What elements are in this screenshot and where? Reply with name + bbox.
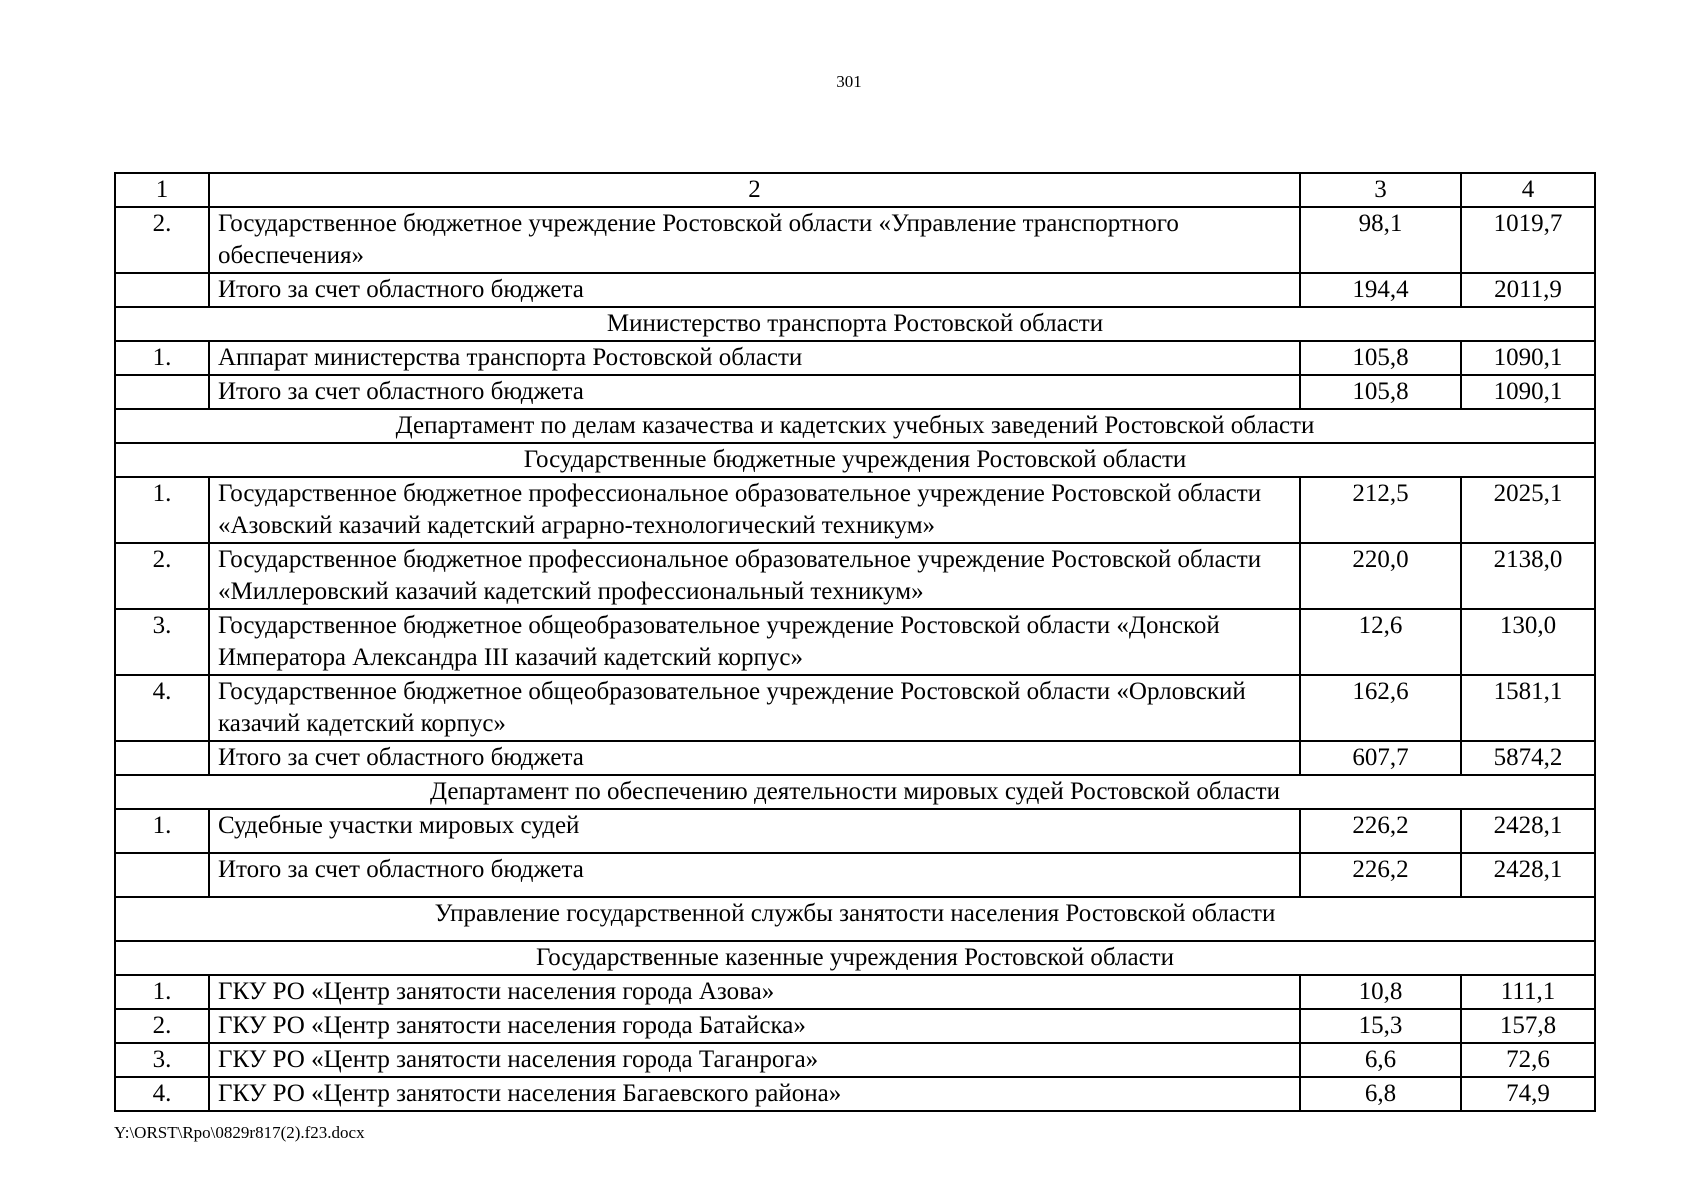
section-header: Департамент по обеспечению деятельности мировых судей Ростовской области [115, 775, 1595, 809]
row-name: Аппарат министерства транспорта Ростовской области [209, 341, 1300, 375]
column-header-1: 1 [115, 173, 209, 207]
row-name: Итого за счет областного бюджета [209, 375, 1300, 409]
row-value-col3: 162,6 [1300, 675, 1461, 741]
table-row [115, 675, 1595, 741]
row-name: Итого за счет областного бюджета [209, 273, 1300, 307]
section-header-row [115, 897, 1595, 941]
row-value-col3: 226,2 [1300, 809, 1461, 853]
table-row [115, 975, 1595, 1009]
row-name: ГКУ РО «Центр занятости населения города Таганрога» [209, 1043, 1300, 1077]
column-header-4: 4 [1461, 173, 1595, 207]
table-row [115, 1077, 1595, 1111]
row-value-col3: 10,8 [1300, 975, 1461, 1009]
table-row [115, 809, 1595, 853]
row-value-col4: 2138,0 [1461, 543, 1595, 609]
row-value-col4: 1090,1 [1461, 341, 1595, 375]
table-row [115, 477, 1595, 543]
row-value-col3: 212,5 [1300, 477, 1461, 543]
section-header: Министерство транспорта Ростовской области [115, 307, 1595, 341]
row-value-col4: 157,8 [1461, 1009, 1595, 1043]
data-table [114, 172, 1596, 1112]
row-value-col3: 220,0 [1300, 543, 1461, 609]
row-number: 2. [115, 1009, 209, 1043]
table-row [115, 1043, 1595, 1077]
row-value-col4: 1019,7 [1461, 207, 1595, 273]
row-value-col4: 2011,9 [1461, 273, 1595, 307]
table-row [115, 741, 1595, 775]
row-number: 2. [115, 543, 209, 609]
row-name: ГКУ РО «Центр занятости населения Багаевского района» [209, 1077, 1300, 1111]
table-row [115, 609, 1595, 675]
row-number [115, 273, 209, 307]
column-header-2: 2 [209, 173, 1300, 207]
row-value-col3: 226,2 [1300, 853, 1461, 897]
column-header-3: 3 [1300, 173, 1461, 207]
table-row [115, 341, 1595, 375]
row-number: 3. [115, 609, 209, 675]
row-name: Государственное бюджетное общеобразовательное учреждение Ростовской области «Орловский казачий кадетский корпус» [209, 675, 1300, 741]
row-value-col3: 105,8 [1300, 341, 1461, 375]
row-number [115, 741, 209, 775]
row-name: Итого за счет областного бюджета [209, 853, 1300, 897]
table-row [115, 375, 1595, 409]
section-header-row [115, 941, 1595, 975]
section-header: Департамент по делам казачества и кадетских учебных заведений Ростовской области [115, 409, 1595, 443]
table-row [115, 853, 1595, 897]
table-row [115, 543, 1595, 609]
section-header: Государственные казенные учреждения Ростовской области [115, 941, 1595, 975]
section-header: Управление государственной службы занятости населения Ростовской области [115, 897, 1595, 941]
row-name: Государственное бюджетное общеобразовательное учреждение Ростовской области «Донской Императора Александра III казачий кадетский корпус» [209, 609, 1300, 675]
row-value-col4: 2025,1 [1461, 477, 1595, 543]
row-number: 3. [115, 1043, 209, 1077]
section-header-row [115, 409, 1595, 443]
row-value-col4: 2428,1 [1461, 853, 1595, 897]
column-header-row [115, 173, 1595, 207]
row-value-col4: 1090,1 [1461, 375, 1595, 409]
row-name: Государственное бюджетное профессиональное образовательное учреждение Ростовской области «Азовский казачий кадетский аграрно-технологический техникум» [209, 477, 1300, 543]
row-value-col3: 12,6 [1300, 609, 1461, 675]
row-number [115, 375, 209, 409]
row-name: Итого за счет областного бюджета [209, 741, 1300, 775]
row-number: 1. [115, 975, 209, 1009]
section-header-row [115, 307, 1595, 341]
table-row [115, 207, 1595, 273]
row-value-col4: 1581,1 [1461, 675, 1595, 741]
section-header-row [115, 775, 1595, 809]
row-number: 4. [115, 675, 209, 741]
row-value-col3: 607,7 [1300, 741, 1461, 775]
row-value-col4: 74,9 [1461, 1077, 1595, 1111]
row-name: Государственное бюджетное учреждение Ростовской области «Управление транспортного обеспечения» [209, 207, 1300, 273]
row-name: ГКУ РО «Центр занятости населения города Батайска» [209, 1009, 1300, 1043]
footer-file-path: Y:\ORST\Rpo\0829r817(2).f23.docx [114, 1123, 365, 1142]
table-row [115, 1009, 1595, 1043]
row-value-col3: 98,1 [1300, 207, 1461, 273]
section-header: Государственные бюджетные учреждения Ростовской области [115, 443, 1595, 477]
row-number: 2. [115, 207, 209, 273]
table-row [115, 273, 1595, 307]
row-name: Судебные участки мировых судей [209, 809, 1300, 853]
row-value-col4: 130,0 [1461, 609, 1595, 675]
row-value-col3: 6,8 [1300, 1077, 1461, 1111]
table-body [115, 173, 1595, 1111]
row-value-col4: 72,6 [1461, 1043, 1595, 1077]
row-value-col3: 105,8 [1300, 375, 1461, 409]
section-header-row [115, 443, 1595, 477]
row-value-col3: 6,6 [1300, 1043, 1461, 1077]
row-name: Государственное бюджетное профессиональное образовательное учреждение Ростовской области «Миллеровский казачий кадетский профессиональный техникум» [209, 543, 1300, 609]
row-number: 1. [115, 477, 209, 543]
row-name: ГКУ РО «Центр занятости населения города Азова» [209, 975, 1300, 1009]
row-number [115, 853, 209, 897]
row-value-col4: 5874,2 [1461, 741, 1595, 775]
page-number: 301 [836, 72, 862, 91]
row-number: 4. [115, 1077, 209, 1111]
row-value-col3: 194,4 [1300, 273, 1461, 307]
row-value-col3: 15,3 [1300, 1009, 1461, 1043]
row-value-col4: 2428,1 [1461, 809, 1595, 853]
row-number: 1. [115, 809, 209, 853]
row-number: 1. [115, 341, 209, 375]
row-value-col4: 111,1 [1461, 975, 1595, 1009]
